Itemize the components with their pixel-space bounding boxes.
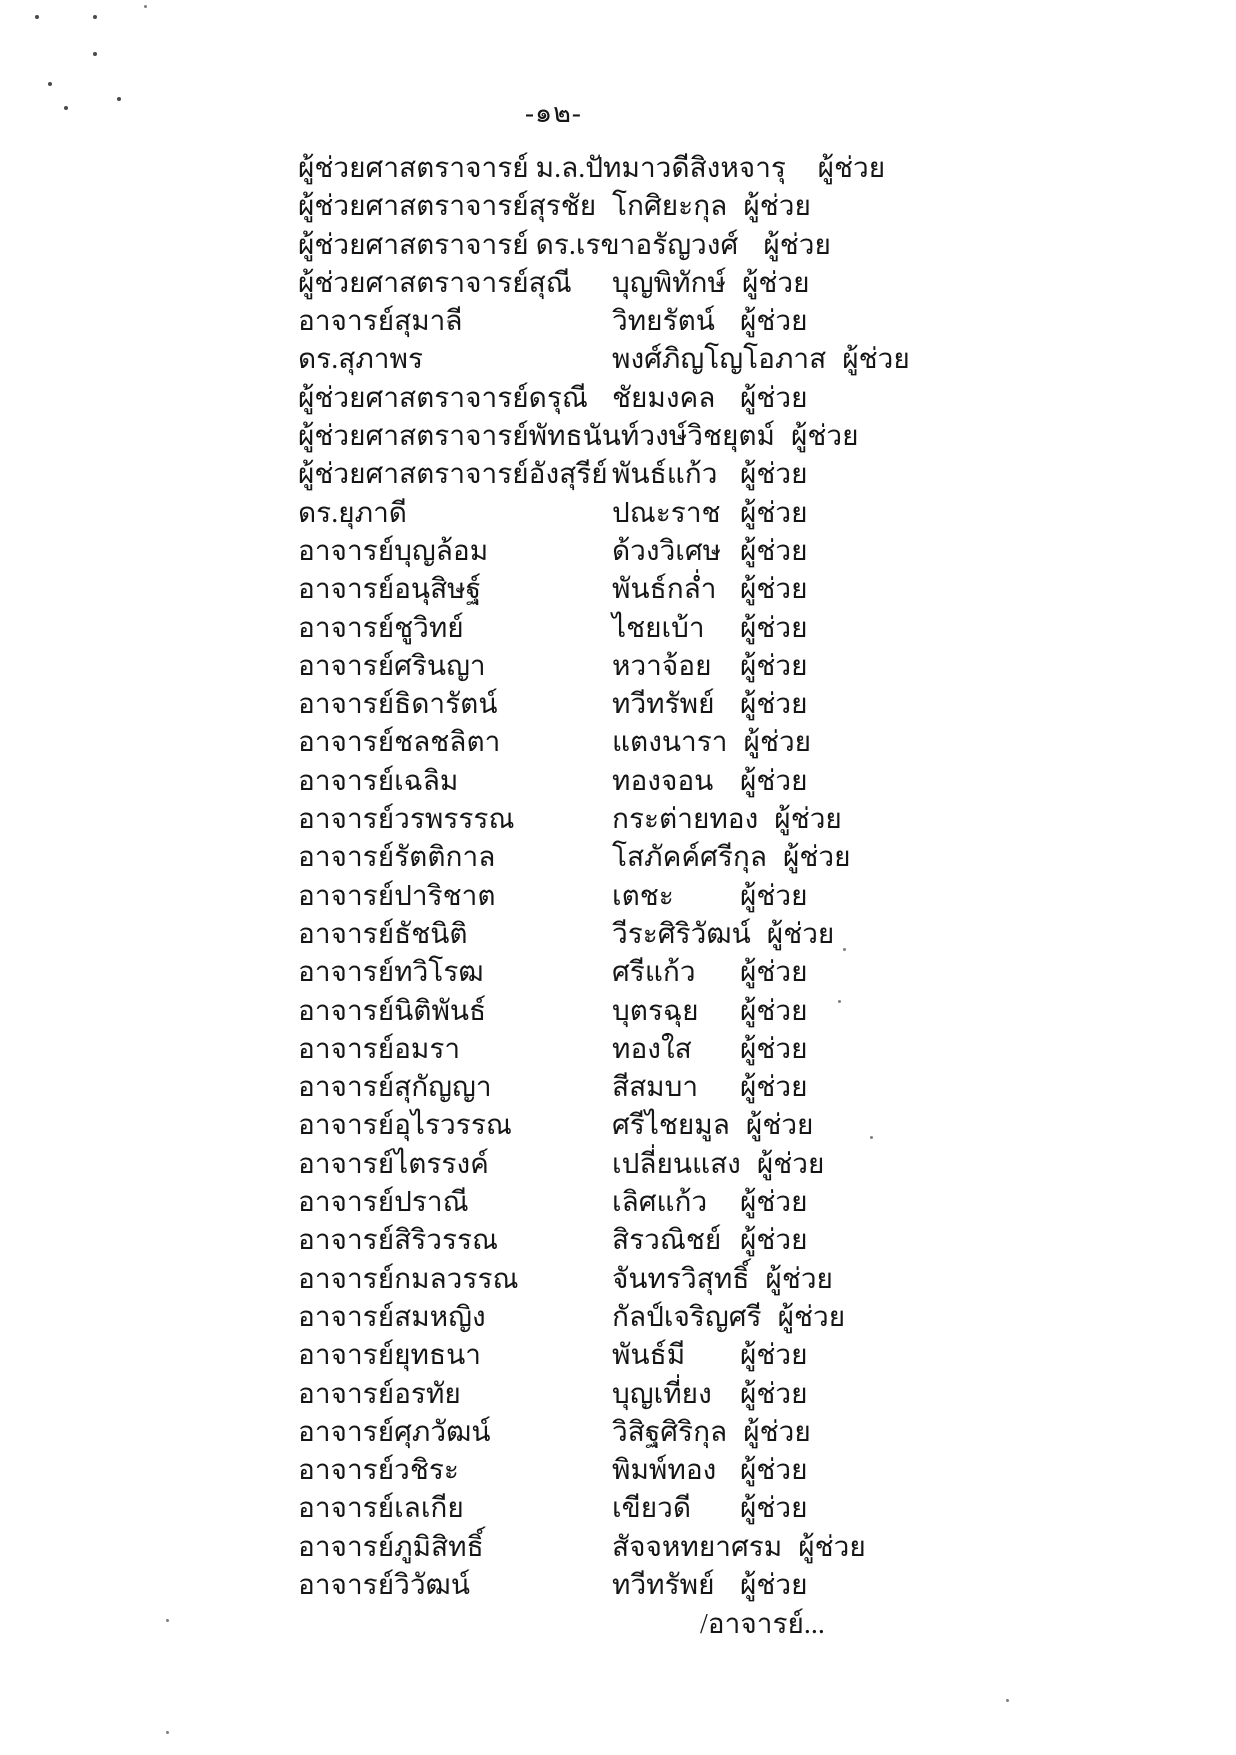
lecturer-title-name: อาจารย์ศุภวัฒน์ <box>298 1416 491 1448</box>
lecturer-surname: ทองจอน <box>612 765 714 797</box>
lecturer-title-name: อาจารย์วรพรรรณ <box>298 804 515 836</box>
lecturer-surname: กัลป์เจริญศรี <box>612 1301 762 1333</box>
position-label: ผู้ช่วย <box>740 1493 808 1525</box>
position-label: ผู้ช่วย <box>740 650 808 682</box>
lecturer-title-name: อาจารย์บุญล้อม <box>298 535 489 567</box>
lecturer-title-name: อาจารย์ธัชนิติ <box>298 918 468 950</box>
table-row <box>298 571 1178 609</box>
position-label: ผู้ช่วย <box>740 995 808 1027</box>
lecturer-surname: พงศ์ภิญโญโอภาส <box>612 344 827 376</box>
position-label: ผู้ช่วย <box>740 880 808 912</box>
position-label: ผู้ช่วย <box>741 267 810 299</box>
lecturer-title-name: อาจารย์นิติพันธ์ <box>298 995 487 1027</box>
table-row <box>298 878 1178 916</box>
table-row <box>298 380 1178 418</box>
table-row <box>298 648 1178 686</box>
position-label: ผู้ช่วย <box>743 1416 811 1448</box>
lecturer-title-name: อาจารย์ธิดารัตน์ <box>298 689 498 721</box>
lecturer-title-name: อาจารย์ปาริชาต <box>298 880 496 912</box>
lecturer-title-name: ดร.ยุภาดี <box>298 497 407 529</box>
lecturer-surname: สิรวณิชย์ <box>612 1225 722 1257</box>
lecturer-title-name: อาจารย์อมรา <box>298 1033 461 1065</box>
table-row <box>298 1184 1178 1222</box>
position-label: ผู้ช่วย <box>740 574 808 606</box>
lecturer-surname: พันธ์มี <box>612 1340 686 1372</box>
lecturer-surname: เตชะ <box>612 880 674 912</box>
page-number: -๑๒- <box>525 98 582 128</box>
table-row <box>298 1222 1178 1260</box>
lecturer-surname: สัจจหทยาศรม <box>612 1531 783 1563</box>
position-label: ผู้ช่วย <box>740 497 808 529</box>
lecturer-title-name: อาจารย์อุไรวรรณ <box>298 1110 512 1142</box>
lecturer-title-name: ผู้ช่วยศาสตราจารย์สุรชัย <box>298 191 597 223</box>
lecturer-surname: โกศิยะกุล <box>612 191 728 223</box>
scan-speck <box>93 15 97 19</box>
position-label: ผู้ช่วย <box>766 918 835 950</box>
lecturer-surname: จันทรวิสุทธิ์ <box>612 1263 750 1295</box>
lecturer-title-name: อาจารย์ไตรรงค์ <box>298 1148 489 1180</box>
lecturer-title-name: อาจารย์เลเกีย <box>298 1493 464 1525</box>
scan-speck <box>64 106 68 110</box>
lecturer-title-name: อาจารย์ชูวิทย์ <box>298 612 464 644</box>
lecturer-title-name: อาจารย์ปราณี <box>298 1187 469 1219</box>
table-row <box>298 1031 1178 1069</box>
lecturer-surname: สีสมบา <box>612 1072 699 1104</box>
table-row <box>298 1069 1178 1107</box>
lecturer-title-name: อาจารย์ยุทธนา <box>298 1340 481 1372</box>
lecturer-surname: ปณะราช <box>612 497 721 529</box>
lecturer-surname: แตงนารา <box>612 727 728 759</box>
table-row <box>298 1299 1178 1337</box>
lecturer-title-name: อาจารย์ชลชลิตา <box>298 727 501 759</box>
position-label: ผู้ช่วย <box>782 842 851 874</box>
table-row <box>298 724 1178 762</box>
lecturer-surname: บุตรฉุย <box>612 995 699 1027</box>
position-label: ผู้ช่วย <box>740 1225 808 1257</box>
position-label: ผู้ช่วย <box>740 1340 808 1372</box>
lecturer-title-name: อาจารย์กมลวรรณ <box>298 1263 519 1295</box>
position-label: ผู้ช่วย <box>740 1033 808 1065</box>
table-row <box>298 954 1178 992</box>
lecturer-title-name: ผู้ช่วยศาสตราจารย์ดรุณี <box>298 382 588 414</box>
table-row <box>298 303 1178 341</box>
position-label: ผู้ช่วย <box>740 765 808 797</box>
lecturer-surname: โสภัคค์ศรีกุล <box>612 842 767 874</box>
lecturer-surname: บุญพิทักษ์ <box>612 267 726 299</box>
position-label: ผู้ช่วย <box>740 459 808 491</box>
position-label: ผู้ช่วย <box>740 957 808 989</box>
lecturer-surname: ศรีแก้ว <box>612 957 696 989</box>
position-label: ผู้ช่วย <box>740 1378 808 1410</box>
position-label: ผู้ช่วย <box>743 191 811 223</box>
lecturer-surname: สิงหจารุ <box>689 153 786 184</box>
table-row <box>298 1490 1178 1528</box>
lecturer-title-name: อาจารย์สิริวรรณ <box>298 1225 499 1257</box>
lecturer-title-name: อาจารย์อรทัย <box>298 1378 461 1410</box>
lecturer-title-name: อาจารย์วิวัฒน์ <box>298 1569 470 1601</box>
table-row <box>298 456 1178 494</box>
lecturer-surname: หวาจ้อย <box>612 650 712 682</box>
scan-speck <box>144 5 147 8</box>
position-label: ผู้ช่วย <box>774 804 842 836</box>
table-row <box>298 188 1178 226</box>
lecturer-surname: เปลี่ยนแสง <box>612 1148 741 1180</box>
position-label: ผู้ช่วย <box>743 727 812 759</box>
lecturer-title-name: อาจารย์ศรินญา <box>298 650 486 682</box>
table-row <box>298 1376 1178 1414</box>
lecturer-title-name: ผู้ช่วยศาสตราจารย์พัทธนันท์ <box>298 421 640 453</box>
scan-speck <box>48 82 52 86</box>
lecturer-title-name: อาจารย์รัตติกาล <box>298 842 496 874</box>
position-label: ผู้ช่วย <box>740 1569 808 1601</box>
position-label: ผู้ช่วย <box>740 689 808 721</box>
lecturer-title-name: ผู้ช่วยศาสตราจารย์ ดร.เรขา <box>298 229 636 261</box>
scan-speck <box>117 97 121 101</box>
continuation-marker: /อาจารย์... <box>700 1609 825 1640</box>
lecturer-surname: วีระศิริวัฒน์ <box>612 918 751 950</box>
lecturer-surname: ทวีทรัพย์ <box>612 689 715 721</box>
lecturer-title-name: ดร.สุภาพร <box>298 344 423 376</box>
lecturer-surname: พันธ์แก้ว <box>612 459 718 491</box>
faculty-list <box>298 150 1178 1605</box>
lecturer-surname: พันธ์กล่ำ <box>612 574 717 606</box>
lecturer-surname: กระต่ายทอง <box>612 804 759 836</box>
table-row <box>298 227 1178 265</box>
lecturer-surname: ทวีทรัพย์ <box>612 1569 715 1601</box>
table-row <box>298 993 1178 1031</box>
table-row <box>298 1107 1178 1145</box>
position-label: ผู้ช่วย <box>756 1148 825 1180</box>
position-label: ผู้ช่วย <box>763 229 831 261</box>
position-label: ผู้ช่วย <box>842 344 910 376</box>
position-label: ผู้ช่วย <box>745 1110 814 1142</box>
lecturer-surname: อรัญวงศ์ <box>635 229 739 261</box>
table-row <box>298 1567 1178 1605</box>
table-row <box>298 1146 1178 1184</box>
position-label: ผู้ช่วย <box>777 1301 846 1333</box>
table-row <box>298 341 1178 379</box>
position-label: ผู้ช่วย <box>740 535 808 567</box>
table-row <box>298 418 1178 456</box>
scan-speck <box>35 15 39 19</box>
lecturer-title-name: อาจารย์วชิระ <box>298 1455 459 1487</box>
position-label: ผู้ช่วย <box>740 382 808 414</box>
table-row <box>298 533 1178 571</box>
lecturer-title-name: ผู้ช่วยศาสตราจารย์สุณี <box>298 267 572 299</box>
table-row <box>298 1452 1178 1490</box>
lecturer-title-name: อาจารย์ทวิโรฒ <box>298 957 484 989</box>
table-row <box>298 1337 1178 1375</box>
position-label: ผู้ช่วย <box>798 1531 866 1563</box>
position-label: ผู้ช่วย <box>817 153 886 184</box>
lecturer-surname: วงษ์วิชยุตม์ <box>639 421 776 453</box>
lecturer-title-name: ผู้ช่วยศาสตราจารย์อังสุรีย์ <box>298 459 608 491</box>
scan-speck <box>166 1731 169 1734</box>
lecturer-title-name: อาจารย์อนุสิษฐ์ <box>298 574 482 606</box>
position-label: ผู้ช่วย <box>740 612 808 644</box>
position-label: ผู้ช่วย <box>740 1455 808 1487</box>
lecturer-surname: ด้วงวิเศษ <box>612 535 722 567</box>
scan-speck <box>1006 1699 1009 1702</box>
table-row <box>298 495 1178 533</box>
position-label: ผู้ช่วย <box>791 421 859 453</box>
lecturer-title-name: อาจารย์สุมาลี <box>298 306 463 338</box>
table-row <box>298 916 1178 954</box>
table-row <box>298 150 1178 188</box>
table-row <box>298 686 1178 724</box>
lecturer-title-name: อาจารย์ภูมิสิทธิ์ <box>298 1531 484 1563</box>
lecturer-title-name: อาจารย์สมหญิง <box>298 1301 486 1333</box>
lecturer-surname: เลิศแก้ว <box>612 1187 708 1219</box>
position-label: ผู้ช่วย <box>765 1263 833 1295</box>
scan-speck <box>93 52 97 56</box>
position-label: ผู้ช่วย <box>740 306 808 338</box>
lecturer-surname: ไชยเบ้า <box>612 612 705 644</box>
table-row <box>298 763 1178 801</box>
scan-speck <box>166 1619 169 1622</box>
lecturer-surname: ศรีไชยมูล <box>612 1110 730 1142</box>
table-row <box>298 839 1178 877</box>
position-label: ผู้ช่วย <box>740 1072 808 1104</box>
table-row <box>298 1529 1178 1567</box>
lecturer-surname: พิมพ์ทอง <box>612 1455 717 1487</box>
table-row <box>298 801 1178 839</box>
table-row <box>298 1414 1178 1452</box>
lecturer-surname: วิทยรัตน์ <box>612 306 715 338</box>
lecturer-surname: วิสิฐศิริกุล <box>612 1416 728 1448</box>
table-row <box>298 1261 1178 1299</box>
table-row <box>298 265 1178 303</box>
position-label: ผู้ช่วย <box>740 1187 808 1219</box>
lecturer-surname: เขียวดี <box>612 1493 692 1525</box>
table-row <box>298 610 1178 648</box>
lecturer-title-name: ผู้ช่วยศาสตราจารย์ ม.ล.ปัทมาวดี <box>298 153 690 184</box>
lecturer-surname: ทองใส <box>612 1033 692 1065</box>
lecturer-title-name: อาจารย์สุกัญญา <box>298 1072 492 1104</box>
lecturer-surname: บุญเที่ยง <box>612 1378 712 1410</box>
lecturer-surname: ชัยมงคล <box>612 382 716 414</box>
lecturer-title-name: อาจารย์เฉลิม <box>298 765 459 797</box>
